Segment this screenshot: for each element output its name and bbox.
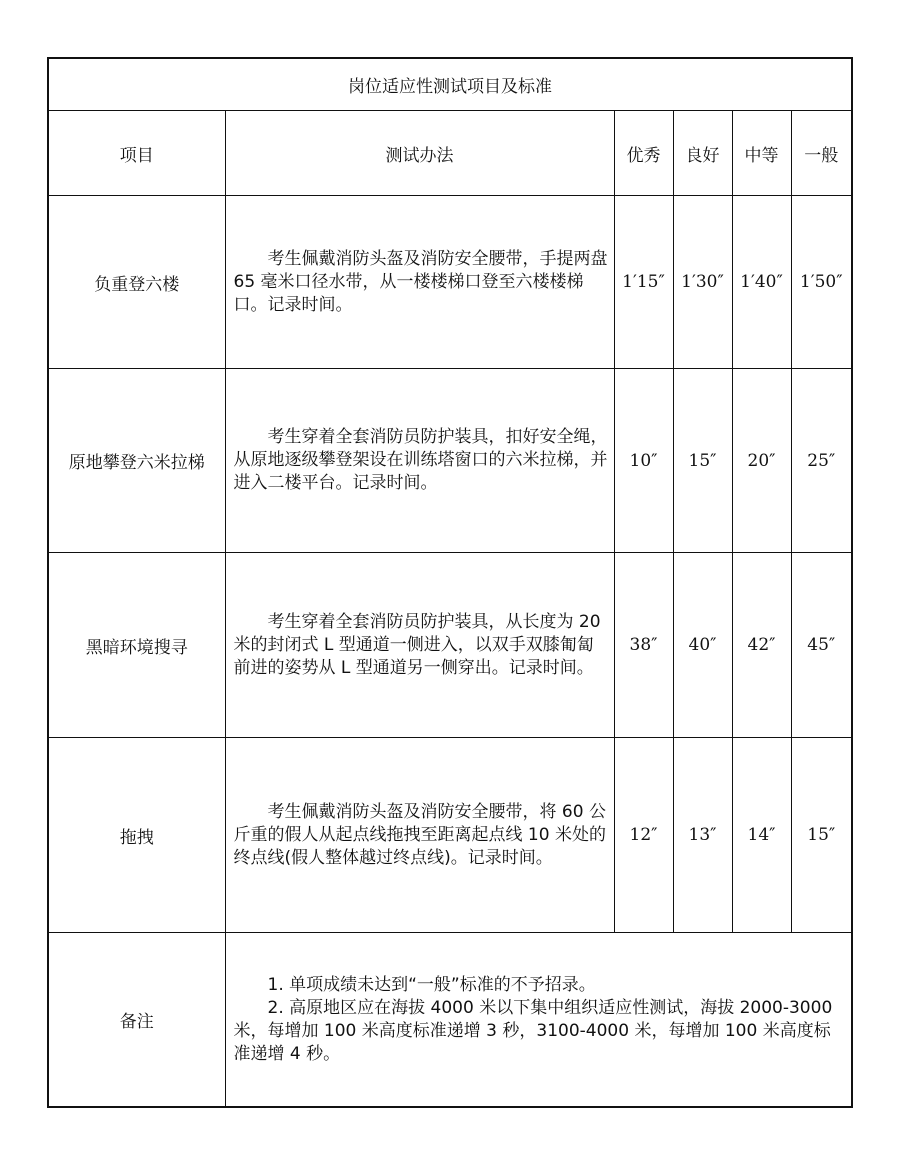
score-average: 15″ [791,738,852,933]
score-good: 13″ [673,738,732,933]
item-name: 拖拽 [48,738,225,933]
table-caption: 岗位适应性测试项目及标准 [48,58,852,111]
item-name: 黑暗环境搜寻 [48,553,225,738]
notes-cell [225,933,852,1108]
test-method-text: 考生穿着全套消防员防护装具，从长度为 20 米的封闭式 L 型通道一侧进入，以双手双膝匍匐前进的姿势从 L 型通道另一侧穿出。记录时间。 [233,611,601,678]
score-excellent: 12″ [614,738,673,933]
score-good: 40″ [673,553,732,738]
item-name: 负重登六楼 [48,196,225,369]
header-excellent: 优秀 [614,111,673,196]
header-good: 良好 [673,111,732,196]
test-method-text: 考生佩戴消防头盔及消防安全腰带，将 60 公斤重的假人从起点线拖拽至距离起点线 10 米处的终点线(假人整体越过终点线)。记录时间。 [233,801,606,868]
score-excellent: 10″ [614,369,673,553]
note-line-2: 2. 高原地区应在海拔 4000 米以下集中组织适应性测试，海拔 2000-3000 米，每增加 100 米高度标准递增 3 秒，3100-4000 米，每增加 100 米高度标准递增 4 秒。 [233,997,833,1064]
score-medium: 42″ [732,553,791,738]
test-method-cell [225,196,614,369]
note-line-1: 1. 单项成绩未达到“一般”标准的不予招录。 [267,974,596,995]
score-medium: 14″ [732,738,791,933]
score-average: 45″ [791,553,852,738]
score-good: 1′30″ [673,196,732,369]
score-average: 1′50″ [791,196,852,369]
score-excellent: 1′15″ [614,196,673,369]
table-row [48,553,852,738]
test-method-text: 考生佩戴消防头盔及消防安全腰带，手提两盘 65 毫米口径水带，从一楼楼梯口登至六楼楼梯口。记录时间。 [233,248,608,315]
header-method: 测试办法 [225,111,614,196]
table-row [48,738,852,933]
notes-label: 备注 [48,933,225,1108]
header-item: 项目 [48,111,225,196]
table-row [48,369,852,553]
score-medium: 20″ [732,369,791,553]
header-medium: 中等 [732,111,791,196]
score-average: 25″ [791,369,852,553]
item-name: 原地攀登六米拉梯 [48,369,225,553]
score-good: 15″ [673,369,732,553]
test-method-cell [225,369,614,553]
test-method-cell [225,738,614,933]
test-method-text: 考生穿着全套消防员防护装具，扣好安全绳，从原地逐级攀登架设在训练塔窗口的六米拉梯，并进入二楼平台。记录时间。 [233,427,608,493]
table-row [48,196,852,369]
fitness-test-table [47,57,853,1108]
notes-row [48,933,852,1108]
score-excellent: 38″ [614,553,673,738]
score-medium: 1′40″ [732,196,791,369]
test-method-cell [225,553,614,738]
table-header-row [48,111,852,196]
header-average: 一般 [791,111,852,196]
